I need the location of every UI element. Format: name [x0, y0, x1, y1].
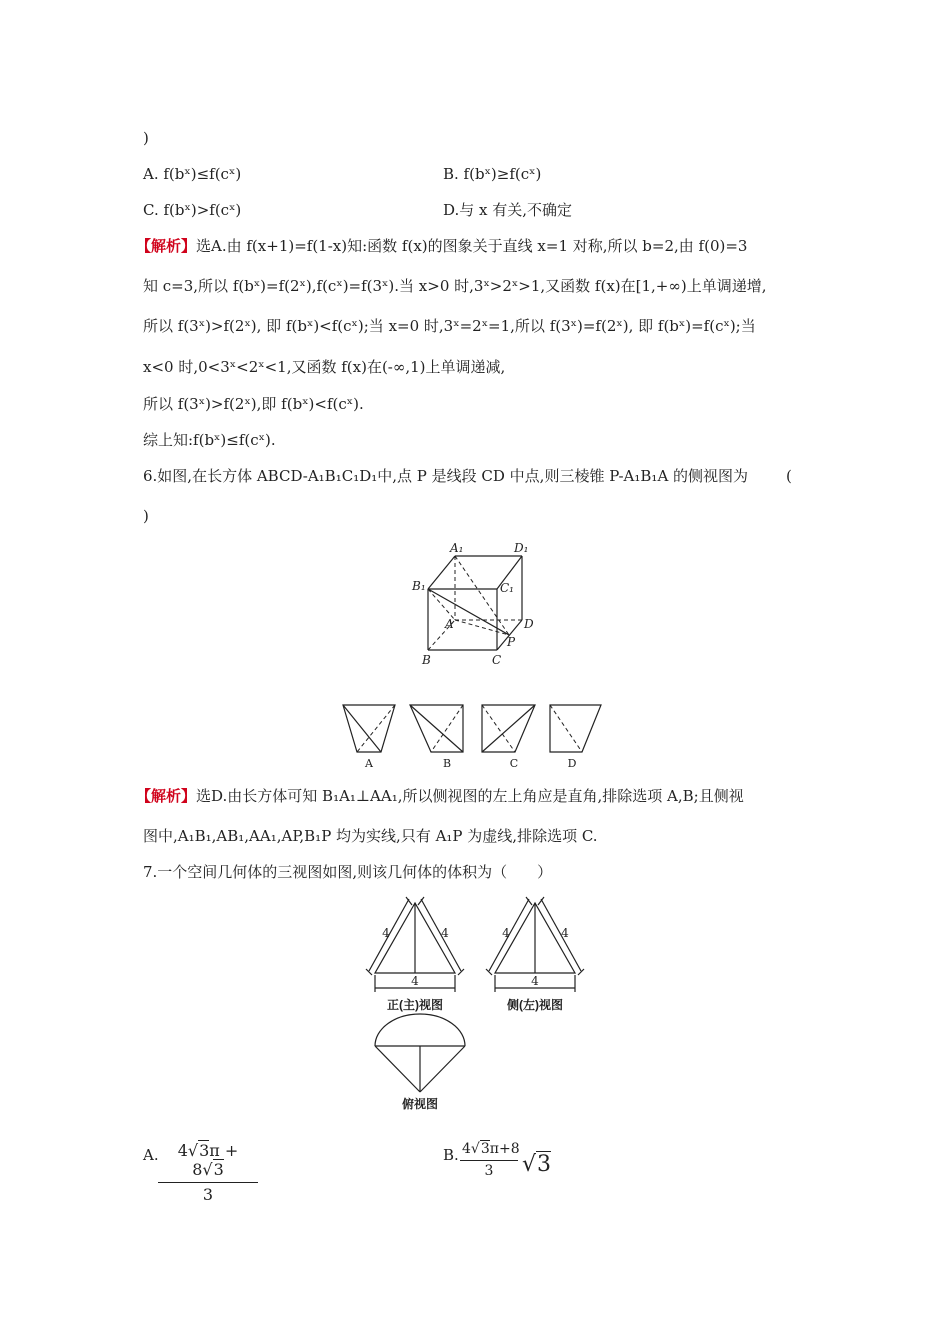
- q7-stem: 7.一个空间几何体的三视图如图,则该几何体的体积为（ ）: [143, 863, 553, 881]
- q6-analysis-line-2: 图中,A₁B₁,AB₁,AA₁,AP,B₁P 均为实线,只有 A₁P 为虚线,排除选项 C.: [143, 827, 598, 845]
- q5-option-a: A. f(bˣ)≤f(cˣ): [143, 165, 242, 183]
- q5-option-c: C. f(bˣ)>f(cˣ): [143, 201, 242, 219]
- top-view-figure: [370, 1012, 470, 1114]
- label-c1: C₁: [500, 581, 514, 595]
- q6-analysis-line-1: [136, 786, 744, 806]
- label-a1: A₁: [450, 541, 464, 555]
- front-view-caption: 正(主)视图: [387, 998, 443, 1012]
- side-view-figure: [482, 895, 592, 1013]
- q7-option-a-fraction: [158, 1141, 258, 1204]
- label-d: D: [524, 617, 534, 631]
- dim-left: 4: [382, 926, 390, 940]
- label-p: P: [507, 635, 516, 649]
- label-b: B: [422, 653, 431, 667]
- q5-analysis-line-3: 所以 f(3ˣ)>f(2ˣ), 即 f(bˣ)<f(cˣ);当 x=0 时,3ˣ=2ˣ=1,所以 f(3ˣ)=f(2ˣ), 即 f(bˣ)=f(cˣ);当: [143, 317, 756, 335]
- q5-option-d: D.与 x 有关,不确定: [443, 201, 573, 219]
- cuboid-figure: [400, 538, 550, 668]
- numerator: 4√3π + 8√3: [158, 1141, 258, 1183]
- dim-right: 4: [561, 926, 569, 940]
- option-label-d: D: [567, 757, 577, 770]
- q5-analysis-line-6: 综上知:f(bˣ)≤f(cˣ).: [143, 431, 276, 449]
- dim-left: 4: [502, 926, 510, 940]
- numerator: 4√3π+8: [460, 1141, 518, 1161]
- dim-right: 4: [441, 926, 449, 940]
- analysis-tag: 【解析】: [136, 787, 197, 805]
- side-view-caption: 侧(左)视图: [507, 998, 563, 1012]
- analysis-text: 选D.由长方体可知 B₁A₁⊥AA₁,所以侧视图的左上角应是直角,排除选项 A,B;且侧视: [196, 787, 744, 805]
- q6-stem: 6.如图,在长方体 ABCD-A₁B₁C₁D₁中,点 P 是线段 CD 中点,则三棱锥 P-A₁B₁A 的侧视图为: [143, 467, 749, 485]
- q6-paren-close: ): [143, 507, 149, 525]
- q7-option-a-label: A.: [143, 1146, 159, 1164]
- label-d1: D₁: [514, 541, 529, 555]
- q5-analysis-line-5: 所以 f(3ˣ)>f(2ˣ),即 f(bˣ)<f(cˣ).: [143, 395, 364, 413]
- dim-bottom: 4: [411, 974, 419, 988]
- option-label-c: C: [509, 757, 519, 770]
- denominator: 3: [202, 1185, 214, 1204]
- front-view-figure: [362, 895, 472, 1013]
- q5-analysis-line-1: [136, 236, 747, 256]
- q5-analysis-line-4: x<0 时,0<3ˣ<2ˣ<1,又函数 f(x)在(-∞,1)上单调递减,: [143, 358, 506, 376]
- label-b1: B₁: [412, 579, 426, 593]
- q5-paren-close: ): [143, 129, 149, 147]
- label-a: A: [445, 617, 454, 631]
- q7-option-b-root: √3: [522, 1152, 552, 1177]
- option-label-b: B: [442, 757, 452, 770]
- dim-bottom: 4: [531, 974, 539, 988]
- q7-option-b-label: B.: [443, 1146, 459, 1164]
- option-label-a: A: [365, 757, 373, 770]
- analysis-text: 选A.由 f(x+1)=f(1-x)知:函数 f(x)的图象关于直线 x=1 对称,所以 b=2,由 f(0)=3: [196, 237, 748, 255]
- analysis-tag: 【解析】: [136, 237, 197, 255]
- label-c: C: [492, 653, 502, 667]
- denominator: 3: [484, 1163, 494, 1179]
- top-view-caption: 俯视图: [401, 1097, 439, 1111]
- q5-option-b: B. f(bˣ)≥f(cˣ): [443, 165, 542, 183]
- q6-paren-open: (: [786, 467, 792, 485]
- q5-analysis-line-2: 知 c=3,所以 f(bˣ)=f(2ˣ),f(cˣ)=f(3ˣ).当 x>0 时,3ˣ>2ˣ>1,又函数 f(x)在[1,+∞)上单调递增,: [143, 277, 767, 295]
- q7-option-b-fraction: [460, 1141, 518, 1179]
- side-view-options-figure: [338, 700, 608, 772]
